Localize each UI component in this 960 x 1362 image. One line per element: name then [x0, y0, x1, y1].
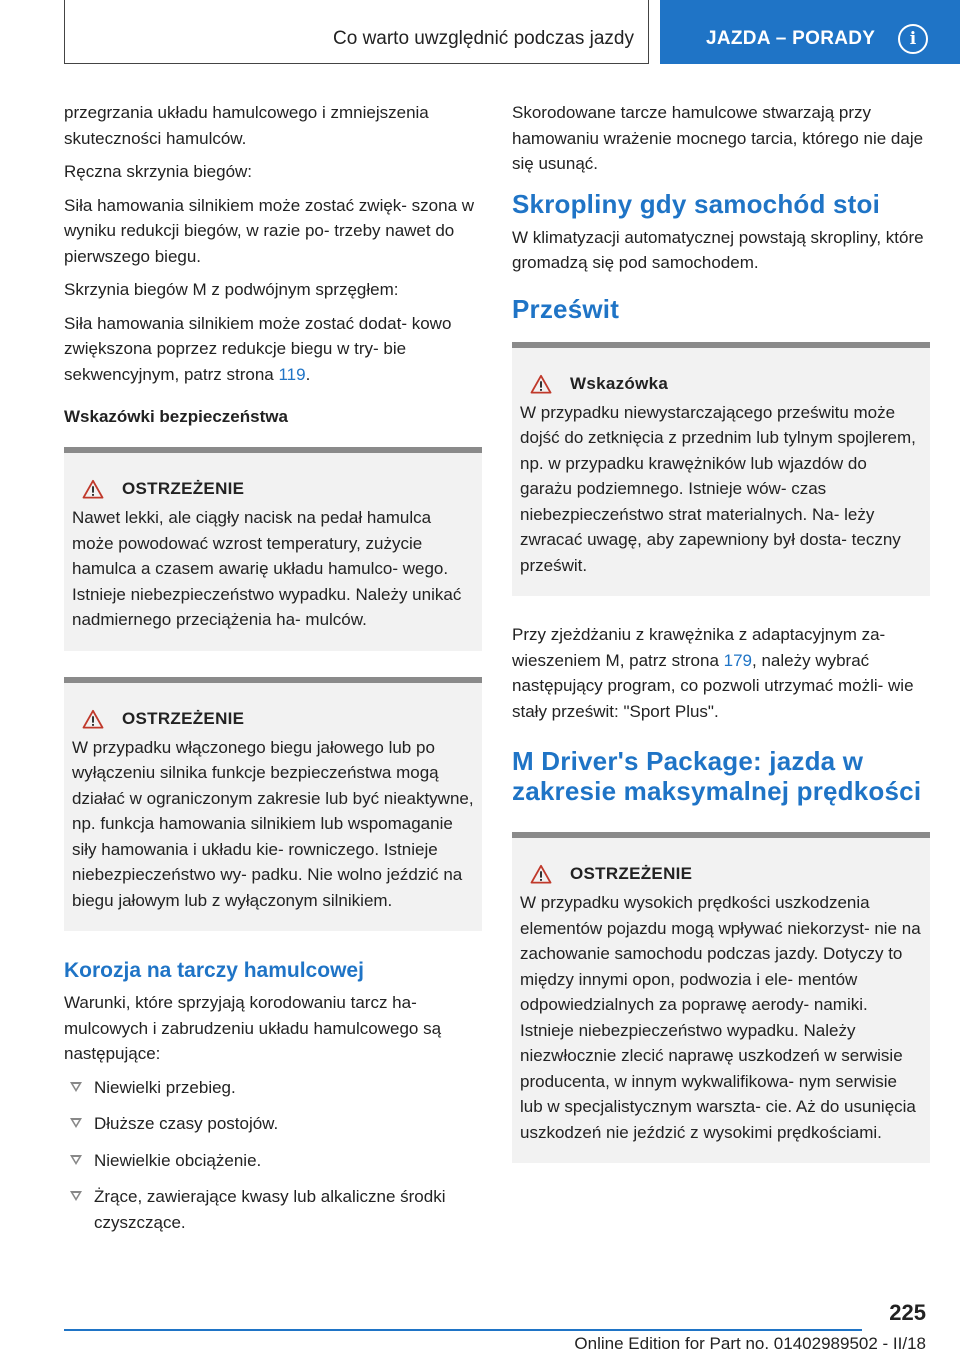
warning-text: W przypadku wysokich prędkości uszkodzenia elementów pojazdu mogą wpływać niekorzyst- nie na zachowanie samochodu podczas jazdy. Dotyczy to między innymi opon, podwozia i ele- mentów odpowiedzialnych za poprawę aerody- namiki. Istnieje niebezpieczeństwo wypadku. Należy niezwłocznie zlecić naprawę uszkodzeń w serwisie producenta, w innym wykwalifikowa- nym serwisie lub w specjalistycznym warszta- cie. Aż do usunięcia uszkodzeń nie jeździć z wysokimi prędkościami.: [520, 893, 921, 1142]
page-link-179[interactable]: 179: [723, 650, 753, 670]
paragraph-text: Siła hamowania silnikiem może zostać dodat- kowo zwiększona poprzez redukcje biegu w try- bie sekwencyjnym, patrz strona: [64, 313, 452, 384]
paragraph: Siła hamowania silnikiem może zostać zwięk- szona w wyniku redukcji biegów, w razie po- trzeby nawet do pierwszego biegu.: [64, 195, 475, 266]
paragraph: przegrzania układu hamulcowego i zmniejszenia skuteczności hamulców.: [64, 103, 429, 148]
paragraph: [64, 311, 482, 388]
condition-list: [64, 1075, 482, 1236]
paragraph: Skorodowane tarcze hamulcowe stwarzają przy hamowaniu wrażenie mocnego tarcia, którego nie daje się usunąć.: [512, 103, 924, 173]
safety-subheading: Wskazówki bezpieczeństwa: [64, 407, 288, 426]
left-column: [64, 100, 482, 1246]
header-chapter-box: [64, 0, 649, 64]
warning-triangle-icon: [82, 709, 104, 729]
warning-box: [64, 677, 482, 932]
warning-triangle-icon: [530, 864, 552, 884]
list-item: Żrące, zawierające kwasy lub alkaliczne środki czyszczące.: [64, 1184, 482, 1235]
paragraph: Warunki, które sprzyjają korodowaniu tarcz ha- mulcowych i zabrudzeniu układu hamulcowego są następujące:: [64, 993, 442, 1063]
footer-divider: [64, 1329, 862, 1331]
bullet-triangle-icon: [70, 1118, 82, 1128]
bullet-triangle-icon: [70, 1191, 82, 1201]
note-text: W przypadku niewystarczającego prześwitu może dojść do zetknięcia z przednim lub tylnym spojlerem, np. w przypadku krawężników lub wjazdów do garażu podziemnego. Istnieje wów- czas niebezpieczeństwo strat materialnych. Na- leży zwracać uwagę, aby zapewniony był dosta- teczny prześwit.: [520, 402, 916, 575]
bullet-triangle-icon: [70, 1082, 82, 1092]
warning-triangle-icon: [530, 374, 552, 394]
list-item: Dłuższe czasy postojów.: [64, 1111, 482, 1137]
paragraph-text: .: [305, 364, 311, 384]
header-section-tab[interactable]: [660, 0, 960, 64]
page-link-119[interactable]: 119: [278, 364, 306, 384]
heading-m-driver: M Driver's Package: jazda w zakresie maksymalnej prędkości: [512, 746, 922, 806]
paragraph-text: , należy wybrać następujący program, co pozwoli utrzymać możli- wie stały prześwit: "Sport Plus".: [512, 650, 914, 721]
edition-text: Online Edition for Part no. 01402989502 - II/18: [574, 1334, 926, 1353]
warning-title: OSTRZEŻENIE: [122, 479, 245, 498]
paragraph: Ręczna skrzynia biegów:: [64, 162, 253, 181]
warning-text: Nawet lekki, ale ciągły nacisk na pedał hamulca może powodować wzrost temperatury, zużycie hamulca a czasem awarię układu hamulco- wego. Istnieje niebezpieczeństwo wypadku. Należy unikać nadmiernego przeciążenia ha- mulców.: [72, 508, 462, 629]
warning-title: OSTRZEŻENIE: [570, 864, 693, 883]
section-label: JAZDA – PORADY: [706, 28, 876, 49]
paragraph: W klimatyzacji automatycznej powstają skropliny, które gromadzą się pod samochodem.: [512, 227, 924, 272]
note-title: Wskazówka: [570, 373, 669, 393]
heading-corrosion: Korozja na tarczy hamulcowej: [64, 959, 364, 982]
heading-clearance: Prześwit: [512, 293, 620, 324]
note-box: [512, 342, 930, 597]
warning-box: [64, 447, 482, 651]
right-column: [512, 100, 930, 1189]
chapter-title: Co warto uwzględnić podczas jazdy: [333, 28, 634, 49]
paragraph: [512, 622, 930, 724]
paragraph: Skrzynia biegów M z podwójnym sprzęgłem:: [64, 280, 399, 299]
warning-box: [512, 832, 930, 1163]
warning-triangle-icon: [82, 479, 104, 499]
warning-text: W przypadku włączonego biegu jałowego lub po wyłączeniu silnika funkcje bezpieczeństwa mogą działać w ograniczonym zakresie lub być nieaktywne, np. funkcja hamowania silnikiem lub wspomaganie siły hamowania i układu kie- rowniczego. Istnieje niebezpieczeństwo wy- padku. Nie wolno jeździć na biegu jałowym lub z wyłączonym silnikiem.: [72, 737, 474, 910]
warning-title: OSTRZEŻENIE: [122, 708, 245, 728]
info-icon[interactable]: i: [898, 24, 928, 54]
bullet-triangle-icon: [70, 1155, 82, 1165]
page-number: 225: [889, 1300, 926, 1325]
paragraph-text: Przy zjeżdżaniu z krawężnika z adaptacyjnym za- wieszeniem M, patrz strona: [512, 625, 886, 670]
heading-condensation: Skropliny gdy samochód stoi: [512, 188, 881, 219]
list-item: Niewielkie obciążenie.: [64, 1148, 482, 1174]
list-item: Niewielki przebieg.: [64, 1075, 482, 1101]
